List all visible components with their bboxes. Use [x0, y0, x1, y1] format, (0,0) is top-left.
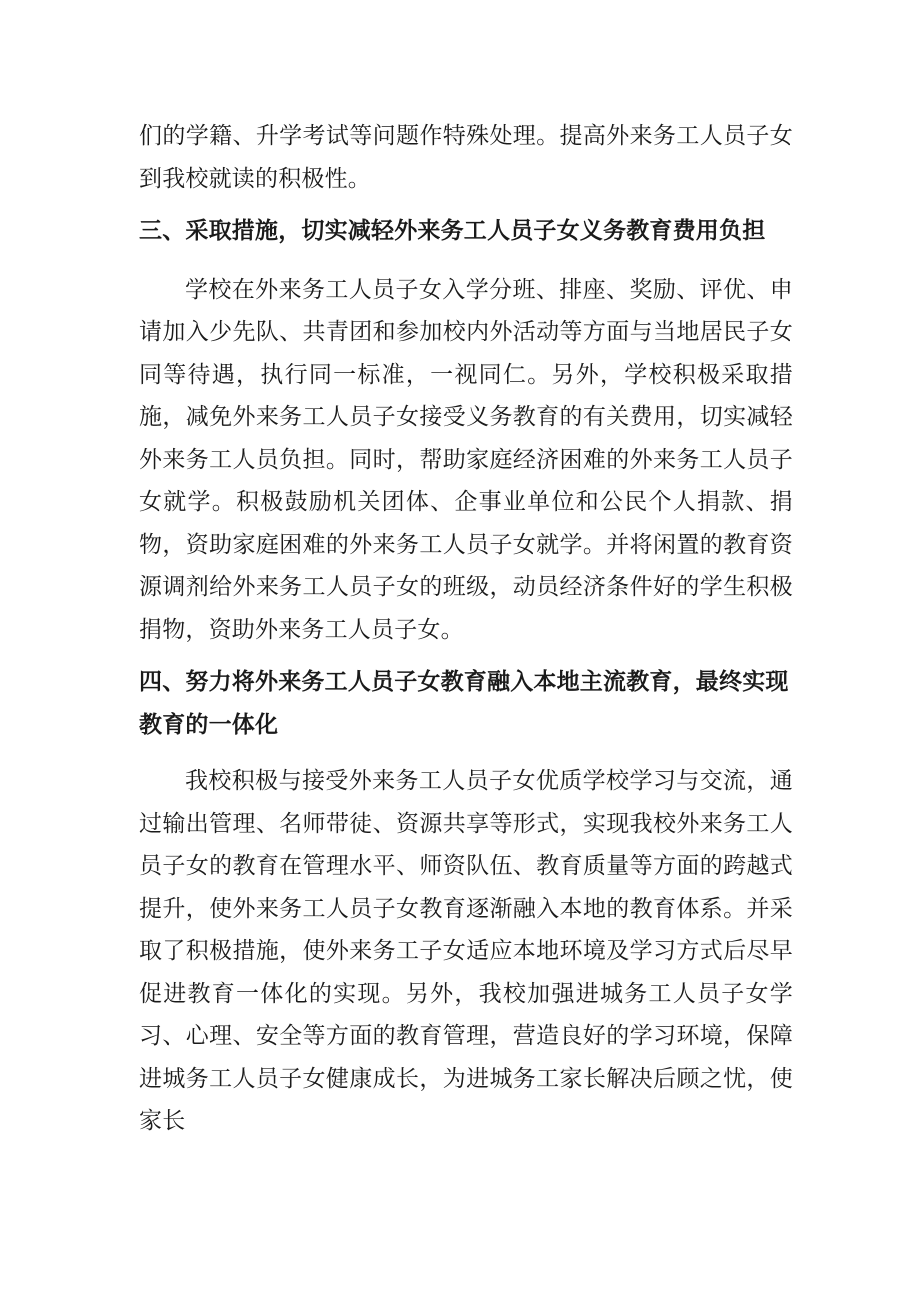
body-paragraph-continued: 们的学籍、升学考试等问题作特殊处理。提高外来务工人员子女到我校就读的积极性。	[139, 123, 793, 192]
section-heading-four: 四、努力将外来务工人员子女教育融入本地主流教育，最终实现教育的一体化	[139, 669, 789, 738]
document-page	[139, 115, 793, 1143]
body-paragraph-section-three: 学校在外来务工人员子女入学分班、排座、奖励、评优、申请加入少先队、共青团和参加校内外活动等方面与当地居民子女同等待遇，执行同一标准，一视同仁。另外，学校积极采取措施，减免外来务工人员子女接受义务教育的有关费用，切实减轻外来务工人员负担。同时，帮助家庭经济困难的外来务工人员子女就学。积极鼓励机关团体、企事业单位和公民个人捐款、捐物，资助家庭困难的外来务工人员子女就学。并将闲置的教育资源调剂给外来务工人员子女的班级，动员经济条件好的学生积极捐物，资助外来务工人员子女。	[139, 276, 793, 643]
body-paragraph-section-four: 我校积极与接受外来务工人员子女优质学校学习与交流，通过输出管理、名师带徒、资源共享等形式，实现我校外来务工人员子女的教育在管理水平、师资队伍、教育质量等方面的跨越式提升，使外来务工人员子女教育逐渐融入本地的教育体系。并采取了积极措施，使外来务工子女适应本地环境及学习方式后尽早促进教育一体化的实现。另外，我校加强进城务工人员子女学习、心理、安全等方面的教育管理，营造良好的学习环境，保障进城务工人员子女健康成长，为进城务工家长解决后顾之忧，使家长	[139, 768, 793, 1134]
section-heading-three: 三、采取措施，切实减轻外来务工人员子女义务教育费用负担	[139, 218, 766, 244]
